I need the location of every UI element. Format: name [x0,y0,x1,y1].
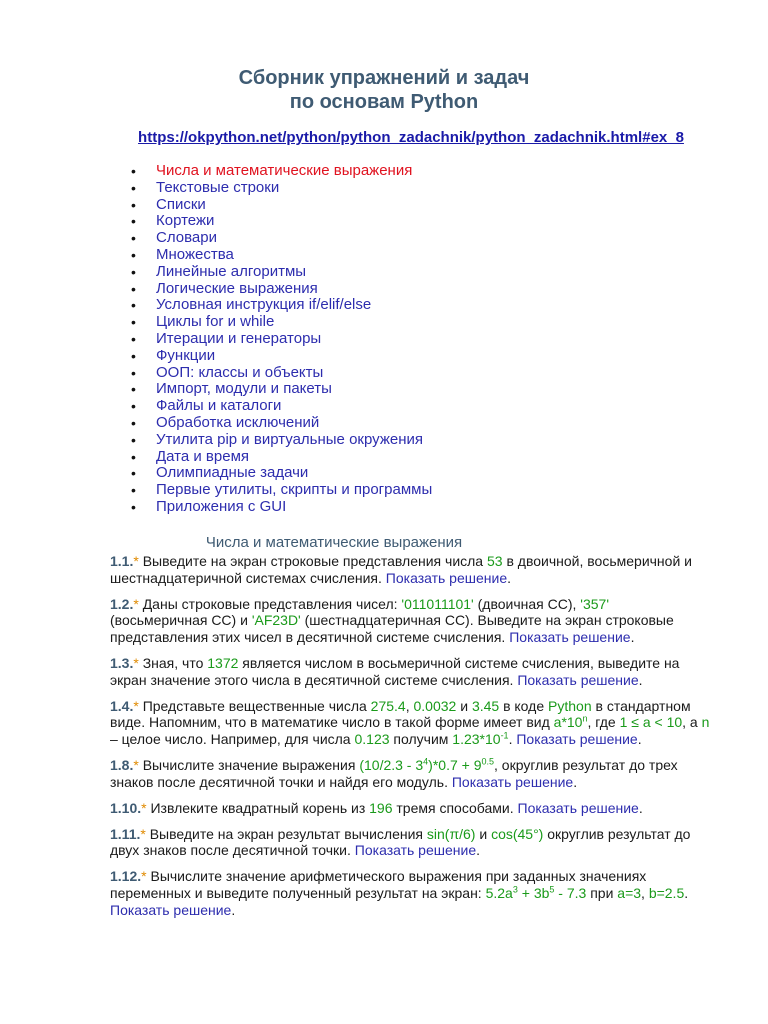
exercise-text: . [684,885,689,901]
exercise-1-12: 1.12.* Вычислите значение арифметического выражения при заданных значениях переменных и выведите полученный результат на экран: $5.2a^3 + 3b^5 - 7.3$ при a=3, b=2.5. Показать решение. [110,868,689,918]
exercise-number: 1.2. [110,595,134,612]
show-solution-link[interactable]: Показать решение [509,628,631,645]
exercise-text: (восьмеричная СС) и [110,612,252,629]
exercise-number: 1.12. [110,868,142,885]
exercise-number: 1.10. [110,799,142,816]
value-part: - 7.3 [554,885,587,901]
value: 0.0032 [413,697,457,714]
exercise-text: Вычислите значение арифметического выражения при заданных значениях переменных и выведите полученный результат на экран: [110,868,647,901]
exercise-list [110,553,710,928]
value: 275.4 [370,697,406,714]
exercise-text: , [641,885,649,901]
document-title [0,66,768,114]
toc-item-files[interactable]: • Файлы и каталоги [112,398,432,415]
exercise-number: 1.11. [110,825,141,842]
toc-item-exceptions[interactable]: • Обработка исключений [112,415,432,432]
toc-item-datetime[interactable]: • Дата и время [112,449,432,466]
exercise-text: , округлив результат до трех знаков после десятичной точки и найдя его модуль. [110,756,678,790]
exercise-text: и [456,697,472,714]
toc-item-utilities[interactable]: • Первые утилиты, скрипты и программы [112,482,432,499]
toc-item-loops[interactable]: • Циклы for и while [112,314,432,331]
exercise-text: получим [389,730,453,747]
toc-item-oop[interactable]: • ООП: классы и объекты [112,365,432,382]
toc-item-sets[interactable]: • Множества [112,247,432,264]
value: 53 [487,553,503,569]
value: b=2.5 [648,885,685,901]
title-line-1: Сборник упражнений и задач [238,67,530,89]
value: '011011101' [401,595,474,612]
exercise-text: округлив результат до двух знаков после десятичной точки. [110,825,691,859]
exercise-text: – целое число. Например, для числа [110,730,355,747]
show-solution-link[interactable]: Показать решение [354,842,477,859]
exercise-text: является числом в восьмеричной системе счисления, выведите на экран значение этого числа в десятичной системе счисления. [110,654,680,688]
section-heading: Числа и математические выражения [205,534,463,551]
toc-item-linear[interactable]: • Линейные алгоритмы [112,264,432,281]
table-of-contents [112,163,432,516]
star-marker: * [141,868,147,885]
value [359,757,494,773]
exercise-number: 1.8. [110,756,134,773]
show-solution-link[interactable]: Показать решение [517,799,639,816]
value: a=3 [617,885,642,901]
value-base: a*10 [553,714,583,731]
exercise-1-1: 1.1.* Выведите на экран строковые представления числа 53 в двоичной, восьмеричной и шестнадцатеричной системах счисления. Показать решение. [110,553,692,586]
title-line-2: по основам Python [289,91,479,113]
exercise-text: , а [682,714,702,731]
exercise-text: тремя способами. [392,799,518,816]
toc-item-iterators[interactable]: • Итерации и генераторы [112,331,432,348]
exercise-text: , [405,697,414,714]
value: n [701,714,710,731]
value: 196 [369,799,393,816]
value: cos(45°) [491,825,544,842]
show-solution-link[interactable]: Показать решение [110,901,232,918]
exercise-1-3: 1.3.* Зная, что 1372 является числом в восьмеричной системе счисления, выведите на экран значение этого числа в десятичной системе счисления. Показать решение. [110,654,680,688]
value [554,714,588,730]
value: 'AF23D' [251,612,301,629]
exercise-1-2: 1.2.* Даны строковые представления чисел: '011011101' (двоичная СС), '357' (восьмеричная СС) и 'AF23D' (шестнадцатеричная СС). Выведите на экран строковые представления этих чисел в десятичной системе счисления. Показать решение. [110,595,674,645]
value-part: + 3b [517,885,550,901]
star-marker: * [140,825,146,842]
star-marker: * [133,697,139,714]
exercise-text: (двоичная СС), [473,595,581,612]
value: 3.45 [471,697,500,714]
superscript: n [582,713,588,724]
toc-item-olympiad[interactable]: • Олимпиадные задачи [112,465,432,482]
exercise-number: 1.1. [110,553,134,569]
exercise-text: Выведите на экран результат вычисления [145,825,427,842]
toc-item-pip[interactable]: • Утилита pip и виртуальные окружения [112,432,432,449]
toc-item-if[interactable]: • Условная инструкция if/elif/else [112,297,432,314]
exercise-text: Извлеките квадратный корень из [146,799,370,816]
exercise-text: в стандартном виде. Напомним, что в математике число в такой форме имеет вид [110,697,691,731]
show-solution-link[interactable]: Показать решение [385,569,508,586]
exercise-text: , где [587,714,620,731]
exercise-text: в двоичной, восьмеричной и шестнадцатеричной системах счисления. [110,553,692,586]
star-marker: * [133,553,139,569]
show-solution-link[interactable]: Показать решение [516,730,638,747]
exercise-1-8: 1.8.* Вычислите значение выражения $(10/2.3 - 3^4)*0.7 + 9^{0.5}$, округлив результат до трех знаков после десятичной точки и найдя его модуль. Показать решение. [110,756,678,790]
value-part: )*0.7 + 9 [428,756,482,773]
exercise-1-11: 1.11.* Выведите на экран результат вычисления sin(π/6) и cos(45°) округлив результат до двух знаков после десятичной точки. Показать решение. [110,825,691,859]
superscript: -1 [500,730,509,741]
value-base: 1.23*10 [452,730,501,747]
exercise-number: 1.3. [110,654,134,671]
toc-item-tuples[interactable]: • Кортежи [112,213,432,230]
star-marker: * [133,595,139,612]
toc-item-numbers[interactable]: • Числа и математические выражения [112,163,432,180]
superscript: 3 [512,884,518,895]
superscript: 4 [423,756,429,767]
value [486,885,587,901]
exercise-number: 1.4. [110,697,134,714]
value-part: (10/2.3 - 3 [359,756,424,773]
toc-item-functions[interactable]: • Функции [112,348,432,365]
superscript: 0.5 [481,756,495,767]
exercise-text: Представьте вещественные числа [138,697,371,714]
star-marker: * [133,654,139,671]
exercise-text: Выведите на экран строковые представления числа [138,553,487,569]
exercise-text: (шестнадцатеричная СС). Выведите на экран строковые представления этих чисел в десятичной системе счисления. [110,612,674,645]
superscript: 5 [549,884,555,895]
exercise-text: Вычислите значение выражения [138,756,360,773]
star-marker: * [141,799,147,816]
toc-item-dicts[interactable]: • Словари [112,230,432,247]
value: sin(π/6) [426,825,476,842]
exercise-text: . [508,730,517,747]
value-part: 5.2a [485,885,513,901]
value [452,731,508,747]
exercise-text: Даны строковые представления чисел: [138,595,402,612]
show-solution-link[interactable]: Показать решение [451,773,574,790]
value: Python [548,697,592,714]
value: '357' [580,595,610,612]
exercise-1-10: 1.10.* Извлеките квадратный корень из 196 тремя способами. Показать решение. [110,799,643,816]
toc-item-gui[interactable]: • Приложения с GUI [112,499,432,516]
exercise-text: Зная, что [138,654,208,671]
exercise-text: и [475,825,492,842]
show-solution-link[interactable]: Показать решение [517,671,639,688]
toc-item-imports[interactable]: • Импорт, модули и пакеты [112,381,432,398]
value: 1372 [207,654,239,671]
exercise-1-4: 1.4.* Представьте вещественные числа 275.4, 0.0032 и 3.45 в коде Python в стандартном виде. Напомним, что в математике число в такой форме имеет вид a*10$^n$, где 1 ≤ a < 10, а n – целое число. Например, для числа 0.123 получим $1.23*10^{-1}$. Показать решение. [110,697,710,747]
exercise-text: в коде [499,697,549,714]
toc-item-logic[interactable]: • Логические выражения [112,281,432,298]
toc-item-strings[interactable]: • Текстовые строки [112,180,432,197]
source-url-link[interactable]: https://okpython.net/python/python_zadachnik/python_zadachnik.html#ex_8 [138,129,684,146]
value: 0.123 [354,730,390,747]
toc-item-lists[interactable]: • Списки [112,197,432,214]
star-marker: * [133,756,139,773]
value: 1 ≤ a < 10 [619,714,683,731]
exercise-text: при [586,885,618,901]
